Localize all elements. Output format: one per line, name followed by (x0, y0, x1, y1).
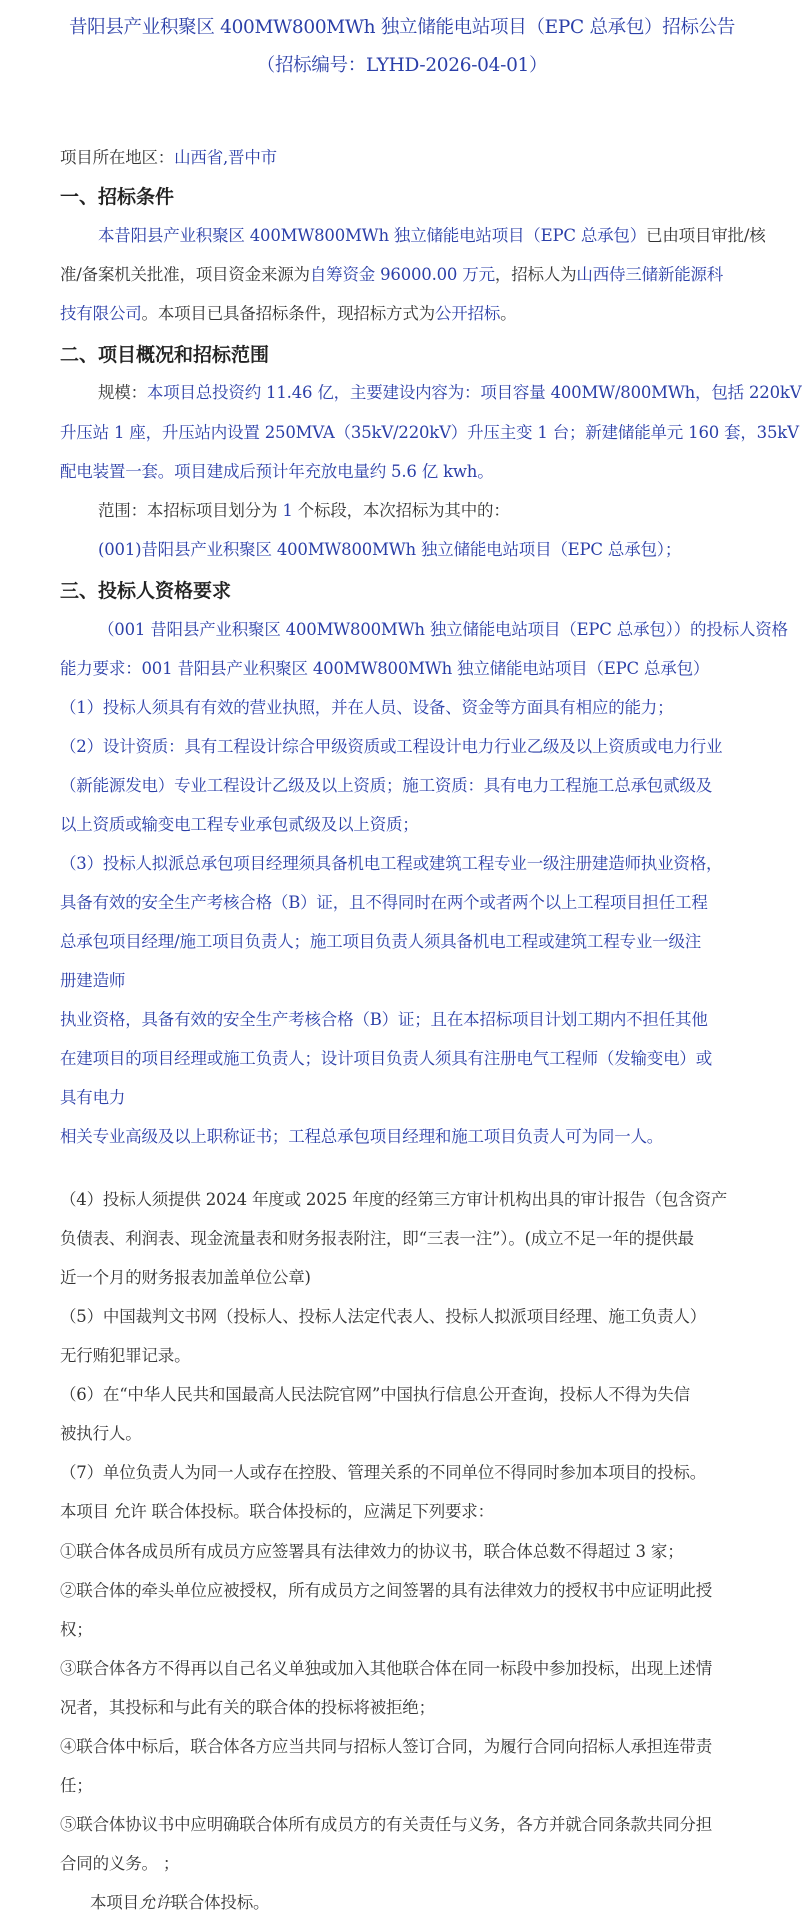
paragraph-line: （7）单位负责人为同一人或存在控股、管理关系的不同单位不得同时参加本项目的投标。 (60, 1463, 706, 1482)
page-title: 昔阳县产业积聚区 400MW800MWh 独立储能电站项目（EPC 总承包）招标公告 (68, 17, 736, 38)
paragraph-line: 被执行人。 (60, 1424, 142, 1443)
paragraph-line: 合同的义务。 ； (60, 1854, 180, 1873)
project-location (60, 147, 277, 169)
paragraph-line: ①联合体各成员所有成员方应签署具有法律效力的协议书，联合体总数不得超过 3 家； (60, 1542, 684, 1561)
paragraph-line: 配电装置一套。项目建成后预计年充放电量约 5.6 亿 kwh。 (60, 462, 494, 481)
paragraph-line: 升压站 1 座，升压站内设置 250MVA（35kV/220kV）升压主变 1 台；新建储能单元 160 套，35kV (60, 423, 799, 442)
paragraph-line: （新能源发电）专业工程设计乙级及以上资质；施工资质：具有电力工程施工总承包贰级及 (60, 776, 713, 795)
paragraph-line: 技有限公司。本项目已具备招标条件，现招标方式为公开招标。 (60, 304, 517, 323)
paragraph-line: ③联合体各方不得再以自己名义单独或加入其他联合体在同一标段中参加投标，出现上述情 (60, 1659, 713, 1678)
paragraph-line: 本项目 允许 联合体投标。联合体投标的，应满足下列要求： (60, 1502, 494, 1521)
paragraph-line: 执业资格，具备有效的安全生产考核合格（B）证；且在本招标项目计划工期内不担任其他 (60, 1010, 708, 1029)
paragraph-line: 规模：本项目总投资约 11.46 亿，主要建设内容为：项目容量 400MW/800MWh，包括 220kV (98, 383, 802, 402)
paragraph-line: 相关专业高级及以上职称证书；工程总承包项目经理和施工项目负责人可为同一人。 (60, 1127, 664, 1146)
paragraph-line: 权； (60, 1620, 93, 1639)
paragraph-line: 负债表、利润表、现金流量表和财务报表附注，即“三表一注”）。(成立不足一年的提供最 (60, 1229, 694, 1248)
location-label: 项目所在地区： (60, 148, 175, 167)
paragraph-line: 具备有效的安全生产考核合格（B）证，且不得同时在两个或者两个以上工程项目担任工程 (60, 893, 708, 912)
section-heading-bidder-qualification: 三、投标人资格要求 (60, 580, 232, 602)
paragraph-line: ②联合体的牵头单位应被授权，所有成员方之间签署的具有法律效力的授权书中应证明此授 (60, 1581, 713, 1600)
paragraph-line: （2）设计资质：具有工程设计综合甲级资质或工程设计电力行业乙级及以上资质或电力行业 (60, 737, 723, 756)
paragraph-line: 准/备案机关批准，项目资金来源为自筹资金 96000.00 万元，招标人为山西侍三储新能源科 (60, 265, 724, 284)
paragraph-line: 近一个月的财务报表加盖单位公章) (60, 1268, 311, 1287)
paragraph-line: （1）投标人须具有有效的营业执照，并在人员、设备、资金等方面具有相应的能力； (60, 698, 674, 717)
paragraph-line: （3）投标人拟派总承包项目经理须具备机电工程或建筑工程专业一级注册建造师执业资格， (60, 854, 723, 873)
paragraph-line: 能力要求：001 昔阳县产业积聚区 400MW800MWh 独立储能电站项目（EPC 总承包） (60, 659, 710, 678)
paragraph-line: 具有电力 (60, 1088, 126, 1107)
paragraph-line: （6）在“中华人民共和国最高人民法院官网”中国执行信息公开查询，投标人不得为失信 (60, 1385, 690, 1404)
paragraph-line: 总承包项目经理/施工项目负责人；施工项目负责人须具备机电工程或建筑工程专业一级注 (60, 932, 702, 951)
location-value: 山西省,晋中市 (174, 148, 277, 167)
scope-line: 范围：本招标项目划分为 1 个标段，本次招标为其中的： (98, 501, 510, 520)
paragraph-line: 册建造师 (60, 971, 126, 990)
paragraph-line: ⑤联合体协议书中应明确联合体所有成员方的有关责任与义务，各方并就合同条款共同分担 (60, 1815, 713, 1834)
lot-item: (001)昔阳县产业积聚区 400MW800MWh 独立储能电站项目（EPC 总承包）； (98, 540, 682, 559)
bid-number: （招标编号：LYHD-2026-04-01） (256, 55, 548, 76)
paragraph-line: （001 昔阳县产业积聚区 400MW800MWh 独立储能电站项目（EPC 总承包））的投标人资格 (98, 620, 788, 639)
paragraph-line: 无行贿犯罪记录。 (60, 1346, 191, 1365)
paragraph-line: （5）中国裁判文书网（投标人、投标人法定代表人、投标人拟派项目经理、施工负责人） (60, 1307, 706, 1326)
consortium-note: 本项目允许联合体投标。 (90, 1893, 270, 1912)
paragraph-line: 任； (60, 1776, 93, 1795)
paragraph-line: ④联合体中标后，联合体各方应当共同与招标人签订合同，为履行合同向招标人承担连带责 (60, 1737, 713, 1756)
paragraph-line: 以上资质或输变电工程专业承包贰级及以上资质； (60, 815, 419, 834)
paragraph-line: 况者，其投标和与此有关的联合体的投标将被拒绝； (60, 1698, 435, 1717)
paragraph-line: 本昔阳县产业积聚区 400MW800MWh 独立储能电站项目（EPC 总承包）已由项目审批/核 (98, 226, 766, 245)
paragraph-line: 在建项目的项目经理或施工负责人；设计项目负责人须具有注册电气工程师（发输变电）或 (60, 1049, 713, 1068)
section-heading-project-overview: 二、项目概况和招标范围 (60, 344, 270, 366)
section-heading-bidding-conditions: 一、招标条件 (60, 186, 175, 208)
paragraph-line: （4）投标人须提供 2024 年度或 2025 年度的经第三方审计机构出具的审计报告（包含资产 (60, 1190, 728, 1209)
